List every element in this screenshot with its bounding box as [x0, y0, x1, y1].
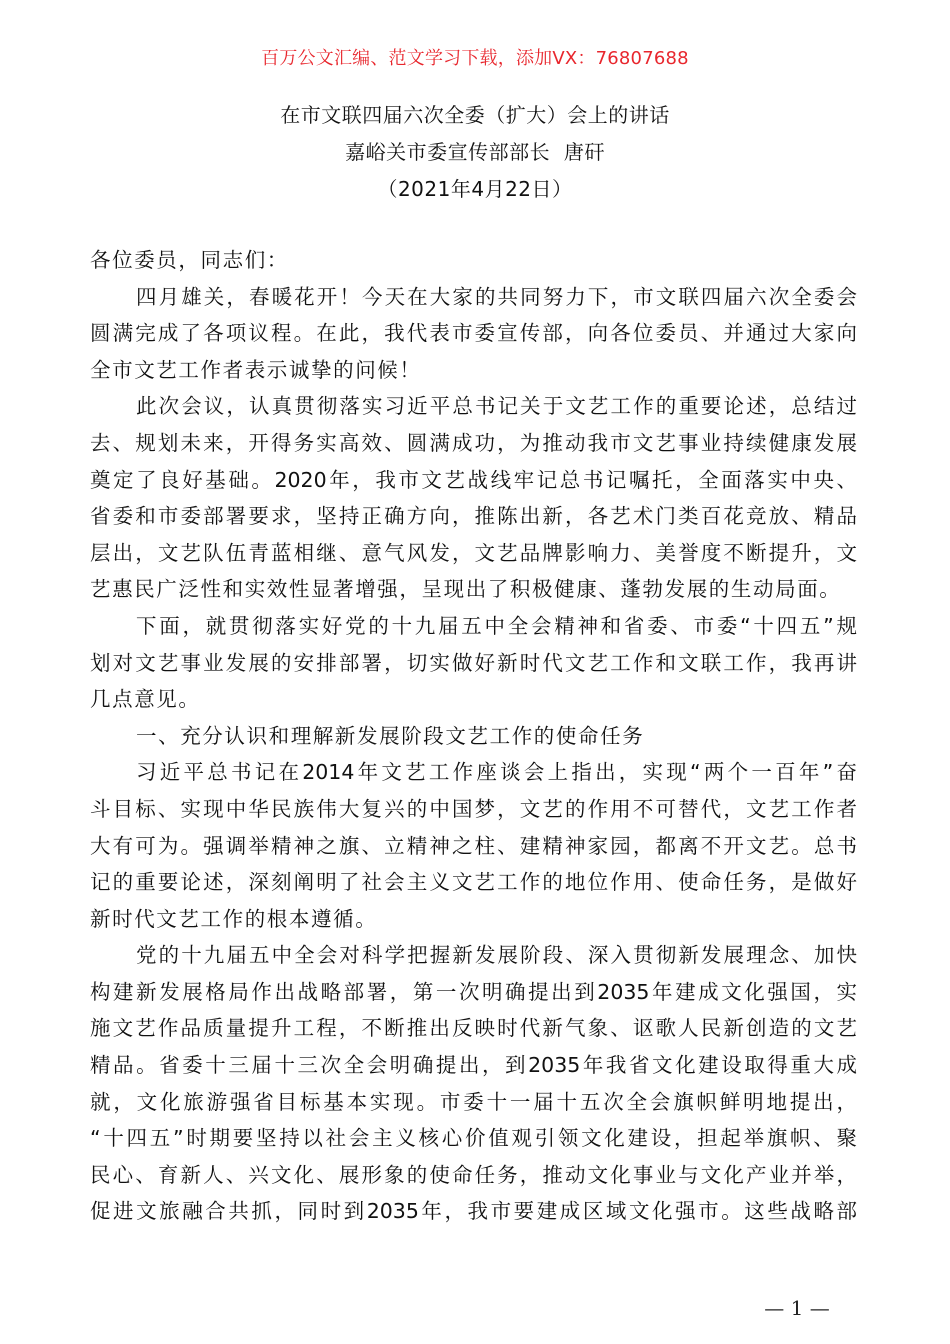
- text-line: 新时代文艺工作的根本遵循。: [90, 906, 378, 931]
- watermark-banner: 百万公文汇编、范文学习下载，添加VX：76807688: [261, 48, 689, 69]
- text-line: 施文艺作品质量提升工程，不断推出反映时代新气象、讴歌人民新创造的文艺: [90, 1016, 857, 1041]
- text-line: 省委和市委部署要求，坚持正确方向，推陈出新，各艺术门类百花竞放、精品: [90, 504, 857, 529]
- document-title: 在市文联四届六次全委（扩大）会上的讲话: [280, 103, 670, 127]
- text-line: 全市文艺工作者表示诚挚的问候！: [90, 357, 422, 382]
- text-line: 斗目标、实现中华民族伟大复兴的中国梦，文艺的作用不可替代，文艺工作者: [90, 796, 857, 821]
- text-line: 一、充分认识和理解新发展阶段文艺工作的使命任务: [136, 723, 645, 748]
- text-line: 记的重要论述，深刻阐明了社会主义文艺工作的地位作用、使命任务，是做好: [90, 870, 857, 895]
- paragraph: [90, 937, 857, 1230]
- text-line: 党的十九届五中全会对科学把握新发展阶段、深入贯彻新发展理念、加快: [136, 943, 857, 968]
- text-line: 促进文旅融合共抓，同时到2035年，我市要建成区域文化强市。这些战略部: [90, 1199, 857, 1224]
- text-line: 就，文化旅游强省目标基本实现。市委十一届十五次全会旗帜鲜明地提出，: [90, 1089, 857, 1114]
- text-line: 艺惠民广泛性和实效性显著增强，呈现出了积极健康、蓬勃发展的生动局面。: [90, 577, 842, 602]
- section-heading: [90, 718, 857, 755]
- text-line: 划对文艺事业发展的安排部署，切实做好新时代文艺工作和文联工作，我再讲: [90, 650, 857, 675]
- document-author: 嘉峪关市委宣传部部长 唐矸: [345, 140, 605, 164]
- paragraph: [90, 388, 857, 608]
- document-body: [90, 242, 857, 1230]
- text-line: 奠定了良好基础。2020年，我市文艺战线牢记总书记嘱托，全面落实中央、: [90, 467, 857, 492]
- text-line: 下面，就贯彻落实好党的十九届五中全会精神和省委、市委“十四五”规: [136, 613, 857, 638]
- text-line: 圆满完成了各项议程。在此，我代表市委宣传部，向各位委员、并通过大家向: [90, 321, 857, 346]
- document-header: [0, 97, 950, 208]
- text-line: 构建新发展格局作出战略部署，第一次明确提出到2035年建成文化强国，实: [90, 979, 857, 1004]
- text-line: 精品。省委十三届十三次全会明确提出，到2035年我省文化建设取得重大成: [90, 1053, 857, 1078]
- text-line: 此次会议，认真贯彻落实习近平总书记关于文艺工作的重要论述，总结过: [136, 394, 857, 419]
- text-line: 层出，文艺队伍青蓝相继、意气风发，文艺品牌影响力、美誉度不断提升，文: [90, 540, 857, 565]
- text-line: “十四五”时期要坚持以社会主义核心价值观引领文化建设，担起举旗帜、聚: [90, 1126, 857, 1151]
- document-date: （2021年4月22日）: [377, 177, 573, 201]
- text-line: 民心、育新人、兴文化、展形象的使命任务，推动文化事业与文化产业并举，: [90, 1162, 857, 1187]
- page-number: — 1 —: [764, 1296, 830, 1320]
- text-line: 习近平总书记在2014年文艺工作座谈会上指出，实现“两个一百年”奋: [136, 760, 857, 785]
- text-line: 去、规划未来，开得务实高效、圆满成功，为推动我市文艺事业持续健康发展: [90, 430, 857, 455]
- salutation: 各位委员，同志们：: [90, 248, 289, 272]
- paragraph: [90, 608, 857, 718]
- paragraph: [90, 279, 857, 389]
- text-line: 四月雄关，春暖花开！今天在大家的共同努力下，市文联四届六次全委会: [136, 284, 857, 309]
- text-line: 几点意见。: [90, 687, 201, 712]
- paragraph: [90, 754, 857, 937]
- text-line: 大有可为。强调举精神之旗、立精神之柱、建精神家园，都离不开文艺。总书: [90, 833, 857, 858]
